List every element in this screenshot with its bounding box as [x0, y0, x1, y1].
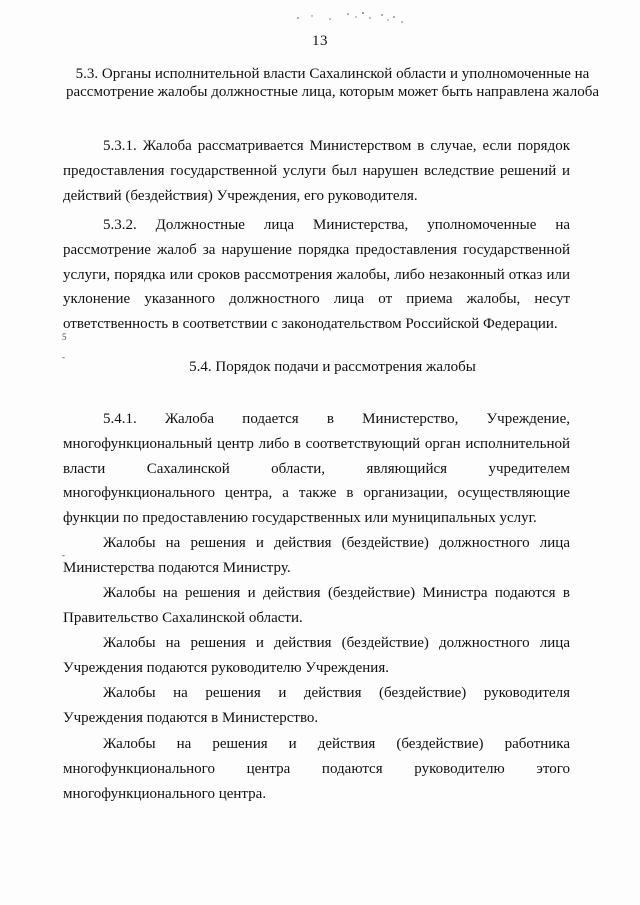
paragraph-complaint-institution-head: Жалобы на решения и действия (бездействие) руководителя Учреждения подаются в Министерство. — [63, 685, 570, 726]
paragraph-complaint-official-institution: Жалобы на решения и действия (бездействие) должностного лица Учреждения подаются руководителю Учреждения. — [63, 635, 570, 676]
scan-noise-marks — [290, 6, 430, 26]
margin-mark: - — [62, 550, 65, 560]
margin-mark: 5 — [62, 332, 67, 342]
section-heading-5-4: 5.4. Порядок подачи и рассмотрения жалобы — [189, 359, 476, 375]
paragraph-complaint-minister: Жалобы на решения и действия (бездействие) Министра подаются в Правительство Сахалинской области. — [63, 585, 570, 626]
page-number: 13 — [312, 33, 328, 49]
paragraph-5-3-2: 5.3.2. Должностные лица Министерства, уполномоченные на рассмотрение жалоб за нарушение порядка предоставления государственной услуги, порядка или сроков рассмотрения жалобы, либо незаконный отказ или уклонение указанного должностного лица от приема жалобы, несут ответственность в соответствии с законодательством Российской Федерации. — [63, 217, 570, 333]
paragraph-complaint-mfc-employee: Жалобы на решения и действия (бездействие) работника многофункционального центра подаются руководителю этого многофункционального центра. — [63, 736, 570, 802]
section-heading-5-3: 5.3. Органы исполнительной власти Сахалинской области и уполномоченные на рассмотрение жалобы должностные лица, которым может быть направлена жалоба — [65, 66, 599, 100]
paragraph-5-4-1: 5.4.1. Жалоба подается в Министерство, Учреждение, многофункциональный центр либо в соответствующий орган исполнительной власти Сахалинской области, являющийся учредителем многофункционального центра, а также в организации, осуществляющие функции по предоставлению государственных или муниципальных услуг. — [63, 411, 570, 527]
paragraph-5-3-1: 5.3.1. Жалоба рассматривается Министерством в случае, если порядок предоставления государственной услуги был нарушен вследствие решений и действий (бездействия) Учреждения, его руководителя. — [63, 138, 570, 204]
paragraph-complaint-official-ministry: Жалобы на решения и действия (бездействие) должностного лица Министерства подаются Министру. — [63, 535, 570, 576]
margin-mark: - — [62, 352, 65, 362]
